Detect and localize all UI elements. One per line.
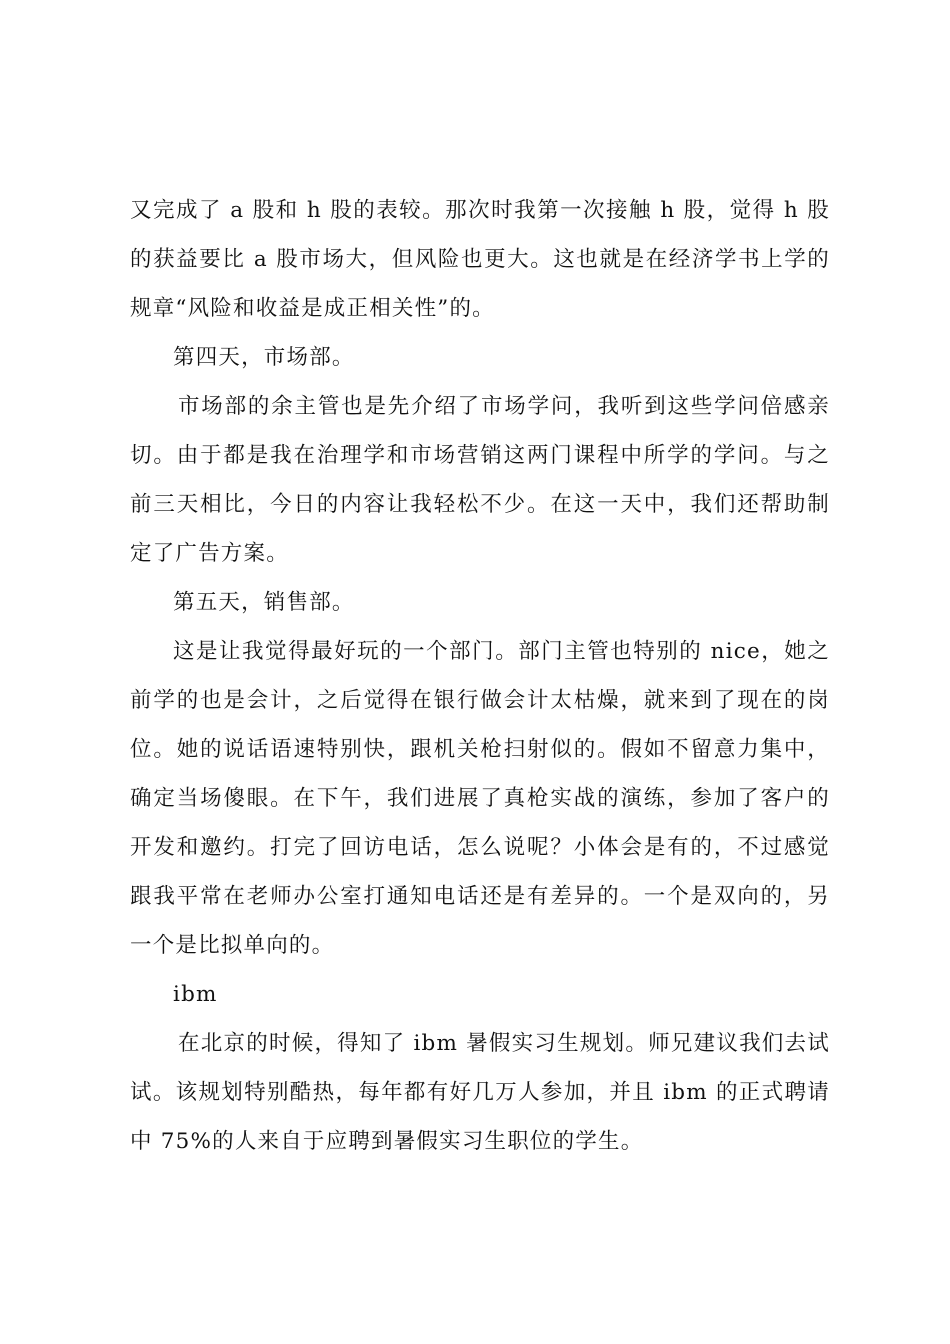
- document-body: [130, 186, 830, 1166]
- heading-day-five-sales: 第五天，销售部。: [173, 590, 355, 615]
- paragraph-sales-department: 这是让我觉得最好玩的一个部门。部门主管也特别的 nice，她之前学的也是会计，之后觉得在银行做会计太枯燥，就来到了现在的岗位。她的说话语速特别快，跟机关枪扫射似的。假如不留意力集中，确定当场傻眼。在下午，我们进展了真枪实战的演练，参加了客户的开发和邀约。打完了回访电话，怎么说呢？小体会是有的，不过感觉跟我平常在老师办公室打通知电话还是有差异的。一个是双向的，另一个是比拟单向的。: [130, 639, 830, 958]
- heading-day-four-marketing: 第四天，市场部。: [173, 345, 355, 370]
- paragraph-marketing-department: 市场部的余主管也是先介绍了市场学问，我听到这些学问倍感亲切。由于都是我在治理学和市场营销这两门课程中所学的学问。与之前三天相比，今日的内容让我轻松不少。在这一天中，我们还帮助制定了广告方案。: [130, 394, 830, 566]
- paragraph-ibm-internship: 在北京的时候，得知了 ibm 暑假实习生规划。师兄建议我们去试试。该规划特别酷热，每年都有好几万人参加，并且 ibm 的正式聘请中 75%的人来自于应聘到暑假实习生职位的学生。: [130, 1031, 830, 1154]
- paragraph-stock-comparison: 又完成了 a 股和 h 股的表较。那次时我第一次接触 h 股，觉得 h 股的获益要比 a 股市场大，但风险也更大。这也就是在经济学书上学的规章“风险和收益是成正相关性”的。: [130, 198, 830, 321]
- heading-ibm: ibm: [173, 982, 218, 1007]
